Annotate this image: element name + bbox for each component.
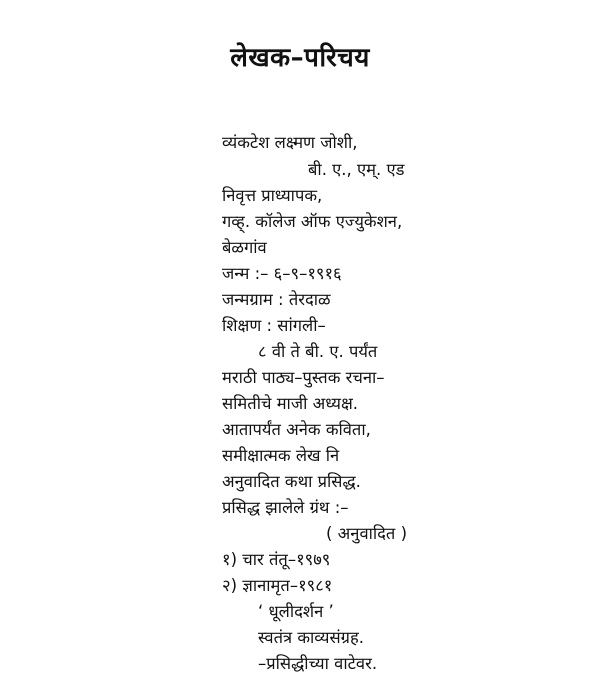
upcoming-book-status: –प्रसिद्धीच्या वाटेवर. — [258, 654, 378, 673]
bio-line: समितीचे माजी अध्यक्ष. — [222, 394, 359, 413]
author-degrees: बी. ए., एम्. एड — [308, 160, 405, 179]
upcoming-book-type: स्वतंत्र काव्यसंग्रह. — [258, 628, 364, 647]
bio-line: मराठी पाठ्य–पुस्तक रचना– — [222, 368, 385, 387]
birth-date: जन्म :– ६–९–१९१६ — [222, 264, 342, 283]
birth-place: जन्मग्राम : तेरदाळ — [222, 290, 331, 309]
education-line: शिक्षण : सांगली– — [222, 316, 326, 335]
bio-line: समीक्षात्मक लेख नि — [222, 446, 340, 465]
upcoming-book-title: ‘ धूलीदर्शन ’ — [258, 602, 334, 621]
translated-label: ( अनुवादित ) — [326, 524, 408, 543]
author-position: निवृत्त प्राध्यापक, — [222, 186, 323, 205]
published-books-heading: प्रसिद्ध झालेले ग्रंथ :– — [222, 498, 349, 517]
author-college: गव्ह्. कॉलेज ऑफ एज्युकेशन, — [222, 212, 403, 231]
book-item: १) चार तंतू–१९७९ — [222, 550, 331, 569]
book-item: २) ज्ञानामृत–१९८१ — [222, 576, 333, 595]
author-name: व्यंकटेश लक्ष्मण जोशी, — [222, 133, 358, 152]
page-title: लेखक–परिचय — [230, 43, 370, 73]
bio-line: अनुवादित कथा प्रसिद्ध. — [222, 472, 361, 491]
author-city: बेळगांव — [222, 238, 267, 257]
bio-line: आतापर्यंत अनेक कविता, — [222, 420, 371, 439]
education-detail: ८ वी ते बी. ए. पर्यंत — [258, 342, 378, 361]
